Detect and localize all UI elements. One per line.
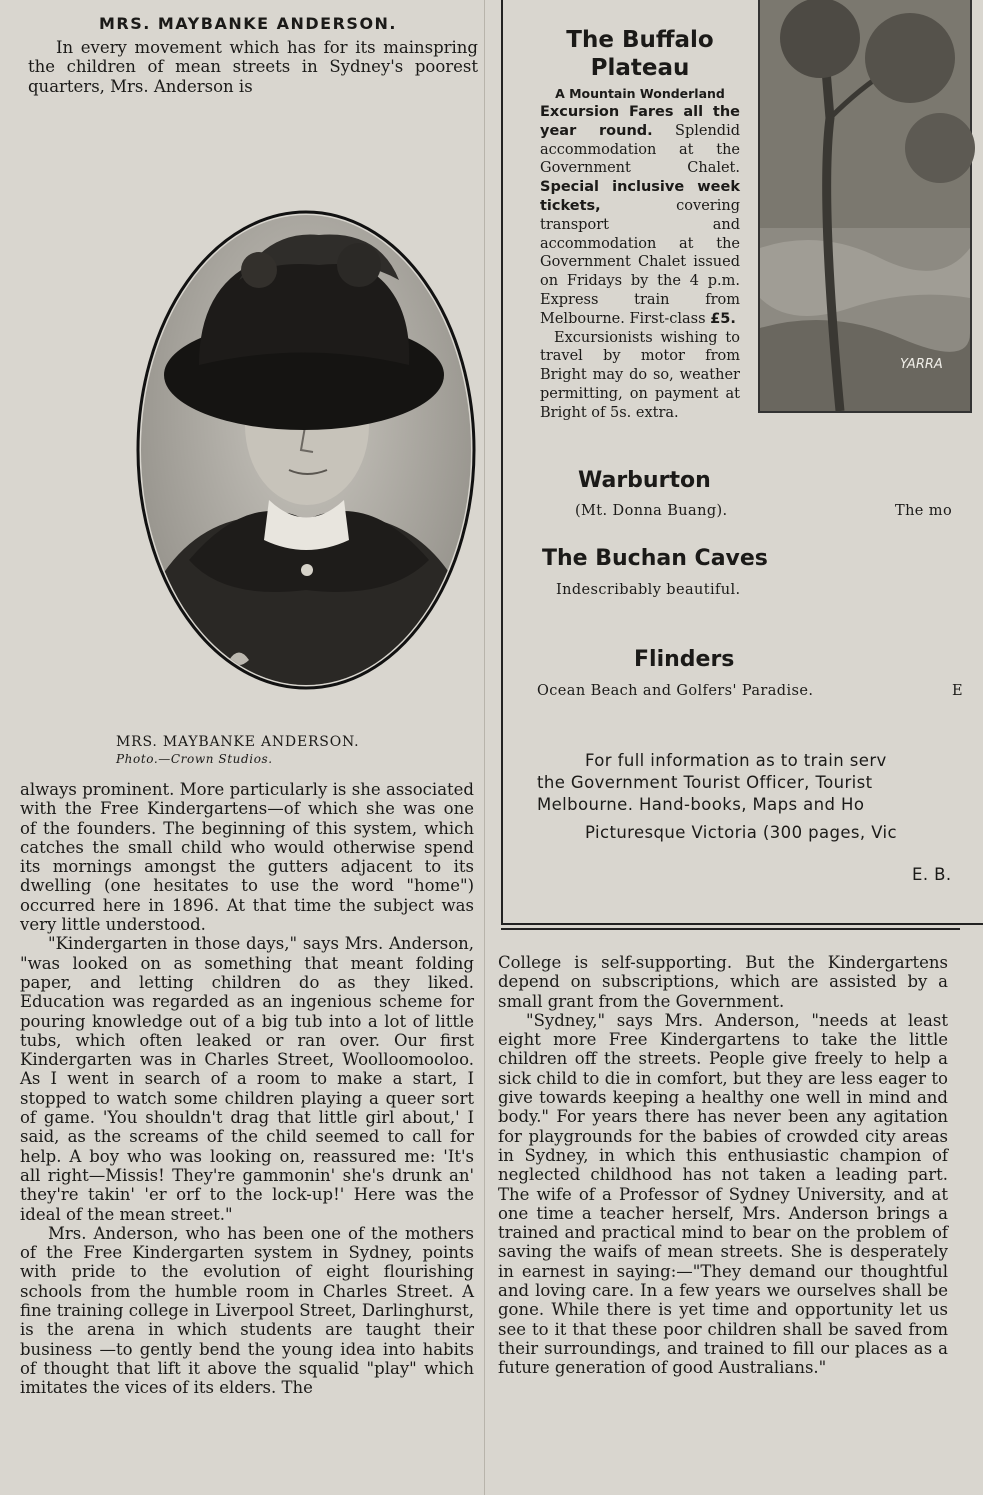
info-line-1: For full information as to train serv bbox=[585, 751, 887, 770]
flinders-more: E bbox=[952, 683, 963, 699]
buffalo-price: £5. bbox=[710, 310, 736, 327]
portrait-photo bbox=[129, 140, 484, 740]
buffalo-text1: Splendid accommodation at the Government Chalet. bbox=[540, 122, 741, 177]
right-paragraph-2: "Sydney," says Mrs. Anderson, "needs at least eight more Free Kindergartens to take the little children off the streets. People give freely to help a sick child to die in comfort, but they are less eager to give towards keeping a healthy one well in mind and body." For years there has never been any agitation for playgrounds for the babies of crowded city areas in Sydney, in which this enthusiastic champion of neglected childhood has not taken a leading part. The wife of a Professor of Sydney University, and at one time a teacher herself, Mrs. Anderson brings a trained and practical mind to bear on the problem of saving the waifs of mean streets. She is desperately in earnest in saying:—"They demand our thoughtful and loving care. In a few years we ourselves shall be gone. While there is yet time and opportunity let us see to it that these poor children shall be saved from their surroundings, and trained to fill our places as a future generation of good Australians." bbox=[498, 1010, 948, 1378]
info-line-3: Melbourne. Hand-books, Maps and Ho bbox=[537, 795, 865, 814]
info-line-2: the Government Tourist Officer, Tourist bbox=[537, 773, 873, 792]
article-heading: MRS. MAYBANKE ANDERSON. bbox=[98, 14, 398, 33]
ad-signature: E. B. bbox=[912, 865, 952, 884]
buffalo-text3: Excursionists wishing to travel by motor from Bright may do so, weather permitting, on payment at Bright of 5s. extra. bbox=[540, 329, 740, 421]
photo-credit: Photo.—Crown Studios. bbox=[116, 752, 273, 766]
buffalo-bold: Excursion Fares all the year round. bbox=[540, 104, 740, 139]
left-paragraph-3: Mrs. Anderson, who has been one of the mothers of the Free Kindergarten system in Sydney, points with pride to the evolution of eight flourishing schools from the humble room in Charles Street. A fine training college in Liverpool Street, Darlinghurst, is the arena in which students are taught their business —to gently bend the young idea into habits of thought that lift it above the squalid "play" which imitates the vices of its elders. The bbox=[20, 1223, 474, 1398]
yarra-photo bbox=[758, 0, 972, 413]
buffalo-text bbox=[540, 103, 740, 423]
buffalo-subtitle: A Mountain Wonderland bbox=[555, 86, 725, 101]
intro-paragraph: In every movement which has for its mainspring the children of mean streets in Sydney's poorest quarters, Mrs. Anderson is bbox=[28, 38, 478, 96]
photo-label: YARRA bbox=[900, 357, 943, 372]
buchan-title: The Buchan Caves bbox=[542, 546, 768, 571]
info-line-4: Picturesque Victoria (300 pages, Vic bbox=[585, 823, 897, 842]
column-divider bbox=[484, 0, 485, 1495]
left-column bbox=[18, 0, 478, 1398]
ad-bottom-rule bbox=[501, 928, 960, 930]
buffalo-text2: covering transport and accommodation at the Government Chalet issued on Fridays by the 4 p.m. Express train from Melbourne. First-class bbox=[540, 197, 740, 327]
warburton-more: The mo bbox=[895, 503, 953, 519]
right-paragraph-1: College is self-supporting. But the Kindergartens depend on subscriptions, which are assisted by a small grant from the Government. bbox=[498, 953, 948, 1011]
flinders-title: Flinders bbox=[634, 647, 735, 672]
buffalo-bold2: Special inclusive week tickets, bbox=[540, 179, 740, 214]
warburton-subtitle: (Mt. Donna Buang). bbox=[575, 503, 728, 519]
photo-caption: MRS. MAYBANKE ANDERSON. bbox=[116, 734, 360, 750]
flinders-subtitle: Ocean Beach and Golfers' Paradise. bbox=[537, 683, 814, 699]
buffalo-title: The Buffalo Plateau bbox=[566, 27, 714, 81]
left-paragraph-1: always prominent. More particularly is she associated with the Free Kindergartens—of which she was one of the founders. The beginning of this system, which catches the small child who would otherwise spend its mornings amongst the gutters adjacent to its dwelling (one hesitates to use the word "home") occurred here in 1896. At that time the subject was very little understood. bbox=[20, 780, 474, 935]
buchan-subtitle: Indescribably beautiful. bbox=[556, 582, 741, 598]
left-paragraph-2: "Kindergarten in those days," says Mrs. Anderson, "was looked on as something that meant folding paper, and letting children do as they liked. Education was regarded as an ingenious scheme for pouring knowledge out of a big tub into a lot of little tubs, which often leaked or ran over. Our first Kindergarten was in Charles Street, Woolloomooloo. As I went in search of a room to make a start, I stopped to watch some children playing a queer sort of game. 'You shouldn't drag that little girl about,' I said, as the screams of the child seemed to call for help. A boy who was looking on, reassured me: 'It's all right—Missis! They're gammonin' she's drunk an' they're takin' 'er orf to the lock-up!' Here was the ideal of the mean street." bbox=[20, 934, 474, 1224]
left-body-text bbox=[20, 780, 474, 1398]
right-body-text bbox=[498, 953, 948, 1378]
warburton-title: Warburton bbox=[578, 468, 711, 493]
